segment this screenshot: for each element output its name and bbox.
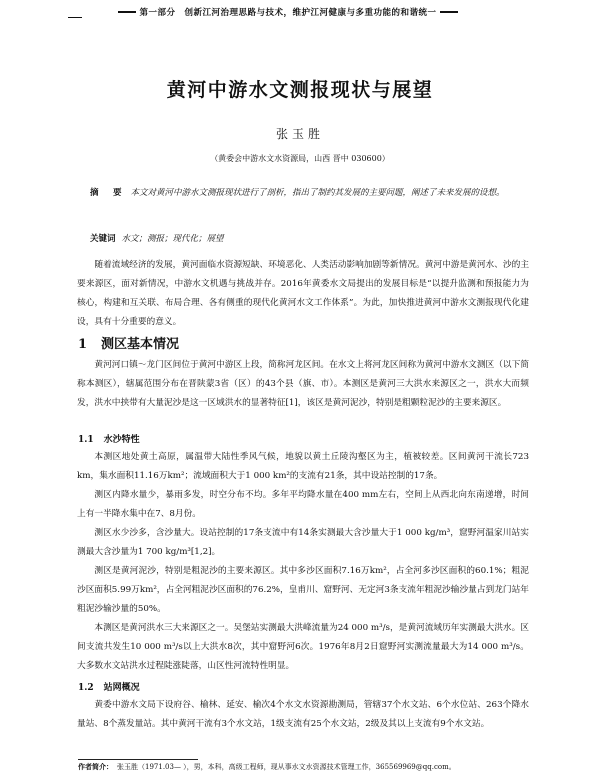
section-1-1-body — [77, 448, 529, 676]
keywords-label: 关键词 — [90, 234, 116, 244]
section-1-paragraph: 黄河河口镇～龙门区间位于黄河中游区上段，简称河龙区间。在水文上将河龙区间称为黄河中游水文测区（以下简称本测区），辖属范围分布在晋陕蒙3省（区）的43个县（旗、市）。本测区是黄河三大洪水来源区之一，洪水大而频发，洪水中挟带有大量泥沙是这一区域洪水的显著特征[1]，该区是黄河泥沙，特别是粗颗粒泥沙的主要来源区。 — [77, 360, 529, 408]
section-1-title: 测区基本情况 — [101, 337, 180, 352]
section-1-1-paragraph-1: 本测区地处黄土高原，属温带大陆性季风气候，地貌以黄土丘陵沟壑区为主，植被较差。区间黄河干流长723 km，集水面积11.16万km²；流域面积大于1 000 km²的支流有21条，其中设站控制的17条。 — [77, 452, 529, 481]
author-affiliation: （黄委会中游水文水资源局，山西 晋中 030600） — [210, 154, 390, 163]
abstract — [90, 184, 520, 203]
author-name: 张玉胜 — [275, 127, 324, 141]
header-rule-left — [118, 11, 136, 13]
keywords — [90, 232, 520, 244]
section-1-1-paragraph-5: 本测区是黄河洪水三大来源区之一。吴堡站实测最大洪峰流量为24 000 m³/s，是黄河流域历年实测最大洪水。区间支流共发生10 000 m³/s以上大洪水8次，其中窟野河6次。1976年8月2日窟野河实测流量最大为14 000 m³/s。大多数水文站洪水过程陡涨陡落，山区性河流特性明显。 — [77, 623, 529, 671]
intro-paragraph — [77, 256, 529, 332]
header-rule-right — [440, 11, 458, 13]
section-1-1-paragraph-2: 测区内降水量少，暴雨多发，时空分布不均。多年平均降水量在400 mm左右，空间上从西北向东南递增，时间上有一半降水集中在7、8月份。 — [77, 490, 529, 519]
corner-mark — [68, 17, 82, 18]
section-1-2-number: 1.2 — [78, 683, 94, 693]
section-1-2-body — [77, 696, 529, 734]
section-1-1-heading — [78, 432, 140, 445]
paper-title: 黄河中游水文测报现状与展望 — [166, 79, 434, 101]
section-1-1-paragraph-3: 测区水少沙多，含沙量大。设站控制的17条支流中有14条实测最大含沙量大于1 000 kg/m³，窟野河温家川站实测最大含沙量为1 700 kg/m³[1,2]。 — [77, 528, 529, 557]
keywords-text: 水文；测报；现代化；展望 — [121, 234, 224, 244]
section-1-2-title: 站网概况 — [103, 683, 140, 693]
section-1-body — [77, 356, 529, 413]
footnote-rule — [78, 759, 198, 760]
running-header — [118, 6, 498, 22]
section-1-number: 1 — [78, 337, 88, 352]
footnote-label: 作者简介： — [78, 762, 113, 771]
abstract-label: 摘 要 — [90, 188, 125, 198]
footnote-text: 张玉胜（1971.03— ），男，本科，高级工程师，现从事水文水资源技术管理工作，365569969@qq.com。 — [117, 763, 456, 771]
section-1-1-paragraph-4: 测区是黄河泥沙，特别是粗泥沙的主要来源区。其中多沙区面积7.16万km²，占全河多沙区面积的60.1%；粗泥沙区面积5.99万km²，占全河粗泥沙区面积的76.2%，皇甫川、窟野河、无定河3条支流年粗泥沙输沙量占到龙门站年粗泥沙输沙量的50%。 — [77, 566, 529, 614]
section-1-1-number: 1.1 — [78, 435, 94, 445]
section-1-1-title: 水沙特性 — [103, 435, 140, 445]
running-header-text: 第一部分 创新江河治理思路与技术，维护江河健康与多重功能的和谐统一 — [139, 8, 437, 18]
section-1-2-paragraph: 黄委中游水文局下设府谷、榆林、延安、榆次4个水文水资源勘测局，管辖37个水文站、6个水位站、263个降水量站、8个蒸发量站。其中黄河干流有3个水文站，1级支流有25个水文站，2级及其以上支流有9个水文站。 — [77, 700, 529, 729]
intro-text: 随着流域经济的发展，黄河面临水资源短缺、环境恶化、人类活动影响加剧等新情况。黄河中游是黄河水、沙的主要来源区，面对新情况，中游水文机遇与挑战并存。2016年黄委水文局提出的发展目标是“以提升监测和预报能力为核心，构建和互关联、布局合理、各有侧重的现代化黄河水文工作体系”。为此，加快推进黄河中游水文测报现代化建设，具有十分重要的意义。 — [77, 260, 529, 327]
section-1-heading — [78, 333, 179, 352]
section-1-2-heading — [78, 680, 140, 693]
abstract-text: 本文对黄河中游水文测报现状进行了剖析，指出了制约其发展的主要问题，阐述了未来发展的设想。 — [130, 188, 505, 198]
author-footnote — [78, 762, 538, 772]
